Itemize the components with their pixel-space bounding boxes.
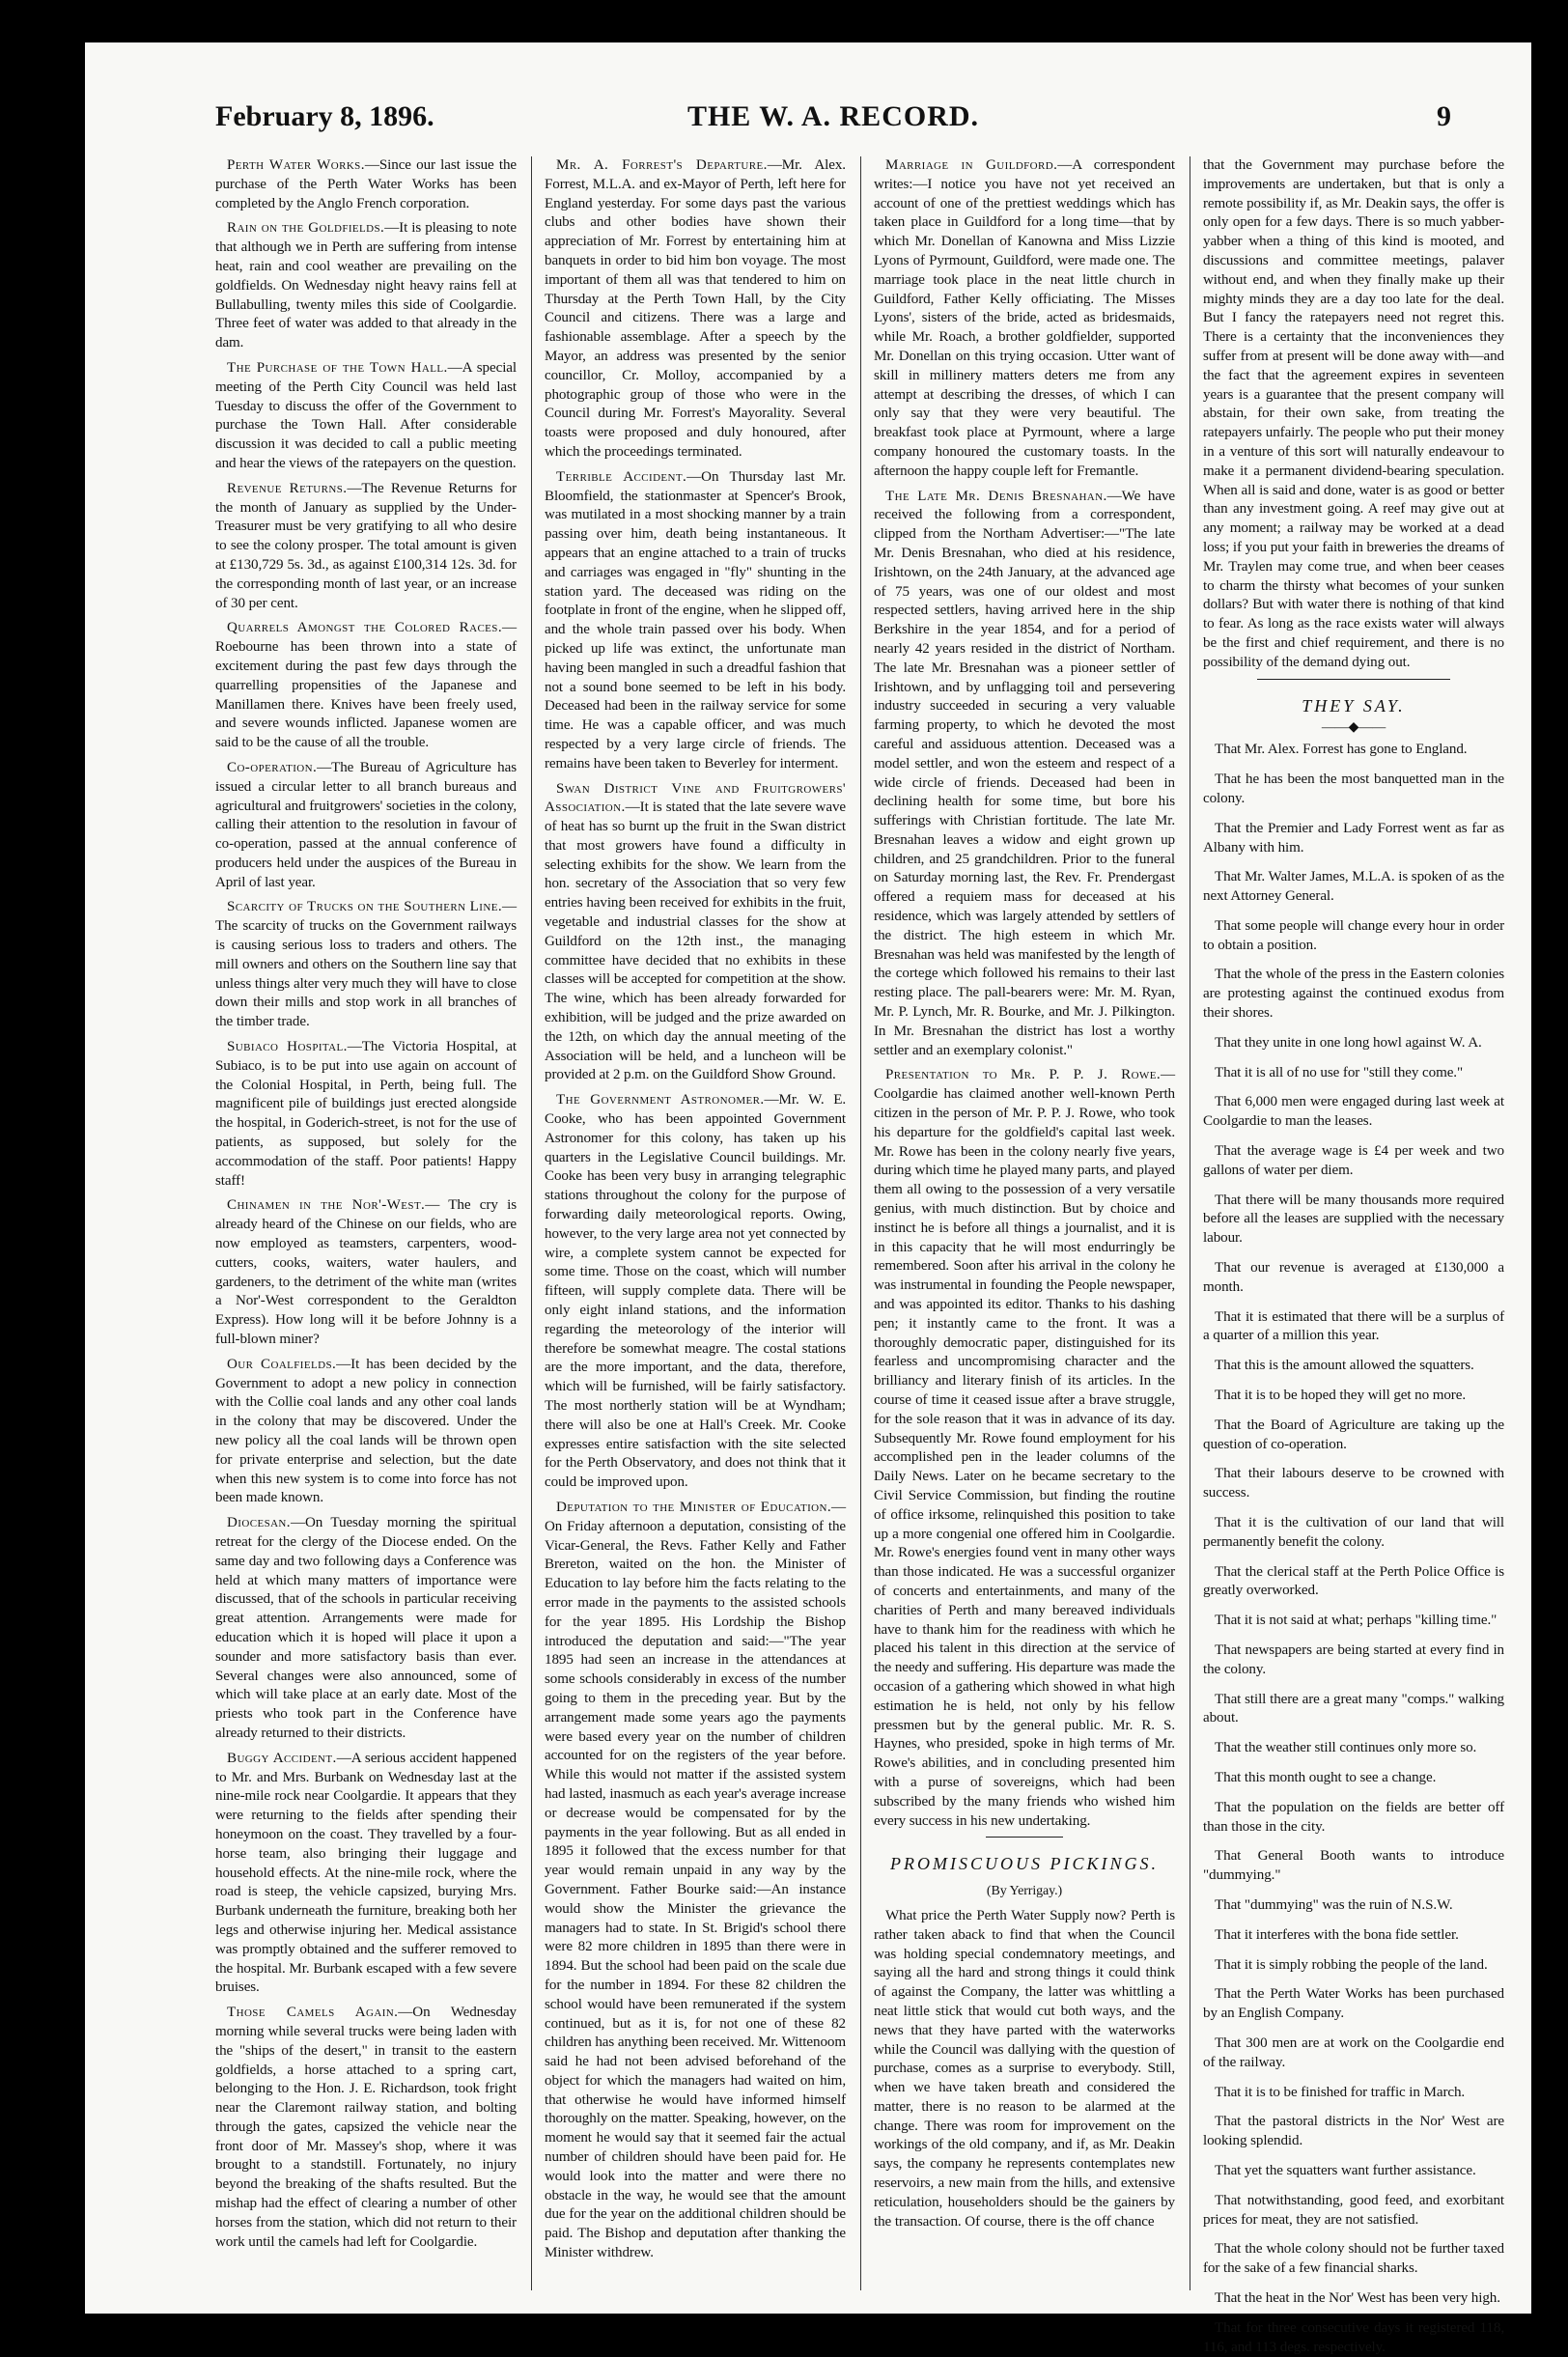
article-body: —The Victoria Hospital, at Subiaco, is to be put into use again on account of the Colonial Hospital, in Perth, being full. The magnificent pile of buildings just erected alongside the hospital, in Goderich-street, is not for the use of patients, as supposed, but solely for the accommodation of the staff. Poor patients! Happy staff! <box>215 1039 518 1189</box>
article-body: —It is pleasing to note that although we in Perth are suffering from intense heat, rain and cool weather are prevailing on the goldfields. On Wednesday night heavy rains fell at Bullabulling, twenty miles this side of Coolgardie. Three feet of water was added to that already in the dam. <box>215 220 517 351</box>
promiscuous-pickings-text: What price the Perth Water Supply now? Perth is rather taken aback to find that when the Council was holding special condemnatory meetings, and saying all the hard and strong things it could think of against the Company, the latter was whittling a neat little stick that would cut both ways, and the news that they have parted with the waterworks while the Council was dallying with the question of purchase, comes as a surprise to everybody. Still, when we have taken breath and considered the matter, there is no reason to be alarmed at the change. There was room for improvement on the workings of the old company, and if, as Mr. Deakin says, the company he represents contemplates new reservoirs, a new main from the hills, and extensive reticulation, householders should be the gainers by the transaction. Of course, there is the off chance <box>874 1907 1175 2230</box>
they-say-list <box>1203 741 1504 2357</box>
column-3-articles <box>874 156 1175 1831</box>
they-say-item: That the Premier and Lady Forrest went as far as Albany with him. <box>1203 820 1504 856</box>
article-heading: The Government Astronomer. <box>556 1092 765 1108</box>
article-paragraph <box>215 2004 517 2252</box>
article-paragraph <box>545 780 846 1086</box>
article-heading: The Purchase of the Town Hall. <box>227 359 448 376</box>
they-say-item: That newspapers are being started at every find in the colony. <box>1203 1642 1504 1677</box>
they-say-item: That their labours deserve to be crowned with success. <box>1203 1466 1504 1501</box>
they-say-item: That the heat in the Nor' West has been very high. <box>1215 2289 1500 2306</box>
they-say-item: That it is estimated that there will be a surplus of a quarter of a million this year. <box>1203 1308 1504 1344</box>
page-header <box>215 100 1451 143</box>
article-body: —A correspondent writes:—I notice you have not yet received an account of one of the prettiest weddings which has taken place in Guildford for a long time—that by which Mr. Donellan of Kanowna and Miss Lizzie Lyons of Pyrmount, Guildford, were made one. The marriage took place in the neat little church in Guildford, Father Kelly officiating. The Misses Lyons', sisters of the bride, acted as bridesmaids, while Mr. Roach, a brother goldfielder, supported Mr. Donellan on this trying occasion. Utter want of skill in millinery matters deters me from any attempt at describing the dresses, of which I can only say that they were very beautiful. The breakfast took place at Pyrmount, where a large company honoured the customary toasts. In the afternoon the happy couple left for Fremantle. <box>874 157 1175 479</box>
article-body: —A special meeting of the Perth City Council was held last Tuesday to discuss the offer of the Government to purchase the Town Hall. After considerable discussion it was decided to call a public meeting and hear the views of the ratepayers on the question. <box>215 359 517 471</box>
promiscuous-pickings-title: PROMISCUOUS PICKINGS. <box>890 1854 1159 1874</box>
article-heading: Co-operation. <box>227 759 318 775</box>
article-heading: Deputation to the Minister of Education. <box>556 1499 831 1515</box>
article-body: —We have received the following from a correspondent, clipped from the Northam Advertiser:—"The late Mr. Denis Bresnahan, who died at his residence, Irishtown, on the 24th January, at the advanced age of 75 years, was one of our oldest and most respected settlers, having arrived here in the ship Berkshire in the year 1854, and for a period of nearly 42 years resided in the district of Northam. The late Mr. Bresnahan was a pioneer settler of Irishtown, and by unflagging toil and persevering industry succeeded in securing a very valuable farming property, to which he devoted the most careful and assiduous attention. Deceased was a model settler, and won the esteem and respect of a wide circle of friends. Deceased had been in declining health for some time, but bore his sufferings with Christian fortitude. The late Mr. Bresnahan leaves a widow and eight grown up children, and 25 grandchildren. Prior to the funeral on Saturday morning last, the Rev. Fr. Prendergast offered a requiem mass for deceased at his residence, which was largely attended by settlers of the district. The high esteem in which Mr. Bresnahan was held was manifested by the length of the cortege which followed his remains to their last resting place. The pall-bearers were: Mr. M. Ryan, Mr. P. Lynch, Mr. R. Bourke, and Mr. J. Pilkington. In Mr. Bresnahan the district has lost a worthy settler and an exemplary colonist." <box>874 488 1175 1058</box>
they-say-item: That he has been the most banquetted man in the colony. <box>1203 772 1504 806</box>
article-heading: Presentation to Mr. P. P. J. Rowe. <box>885 1067 1161 1083</box>
column-rule <box>531 156 532 2290</box>
article-heading: Scarcity of Trucks on the Southern Line. <box>227 899 502 915</box>
article-heading: Rain on the Goldfields. <box>227 220 385 237</box>
article-paragraph <box>874 156 1175 482</box>
article-body: —The scarcity of trucks on the Government railways is causing serious loss to traders and others. The mill owners and others on the Southern line say that unless things alter very much they will have to close down their mills and stop work in all branches of the timber trade. <box>215 899 517 1030</box>
article-heading: Quarrels Amongst the Colored Races. <box>227 620 502 636</box>
they-say-item: That General Booth wants to introduce "dummying." <box>1203 1848 1504 1884</box>
they-say-item: That the whole colony should not be further taxed for the sake of a few financial sharks. <box>1203 2241 1504 2277</box>
article-paragraph <box>215 1514 517 1744</box>
article-paragraph <box>215 359 517 474</box>
they-say-item: That there will be many thousands more required before all the leases are supplied with the necessary labour. <box>1203 1192 1504 1247</box>
they-say-item: That they unite in one long howl against W. A. <box>1215 1034 1482 1051</box>
they-say-item: That the Perth Water Works has been purchased by an English Company. <box>1203 1986 1504 2022</box>
promiscuous-pickings-continued: that the Government may purchase before the improvements are undertaken, but that is only a remote possibility if, as Mr. Deakin says, the offer is only open for a few days. There is so much yabber-yabber when a thing of this kind is mooted, and discussions and committee meetings, palaver without end, and when they finally make up their mighty minds they are a day too late for the deal. But I fancy the ratepayers need not regret this. There is a certainty that the inconveniences they suffer from at present will be done away with—and the fact that the agreement expires in seventeen years is a guarantee that the present company will abstain, for their own sake, from treating the ratepayers unfairly. The people who put their money in a venture of this sort will naturally endeavour to make it a permanent dividend-bearing speculation. When all is said and done, water is as good or better than any investment going. A reef may give out at any moment; a railway may be worked at a dead loss; if you put your faith in breweries the dreams of Mr. Traylen may come true, and when beer ceases to charm the thirsty what becomes of your sunken dollars? But with water there is nothing of that kind to fear. As long as the race exists water will always be the first and chief requirement, and there is no possibility of the demand dying out. <box>1203 157 1504 670</box>
article-paragraph <box>545 156 846 463</box>
article-body: — The cry is already heard of the Chinese on our fields, who are now employed as teamsters, carpenters, wood-cutters, cooks, waiters, water haulers, and gardeners, to the detriment of the white man (writes a Nor'-West correspondent to the Geraldton Express). How long will it be before Johnny is a full-blown miner? <box>215 1197 517 1348</box>
they-say-title: THEY SAY. <box>1302 695 1406 716</box>
article-body: —Mr. Alex. Forrest, M.L.A. and ex-Mayor of Perth, left here for England yesterday. For some days past the various clubs and other bodies have shown their appreciation of Mr. Forrest by entertaining him at banquets in order to bid him bon voyage. The most important of them all was that tendered to him on Thursday at the Perth Town Hall, by the City Council and citizens. There was a large and fashionable assemblage. After a speech by the Mayor, an address was presented by the senior councillor, Cr. Molloy, accompanied by a photographic group of those who were in the Council during Mr. Forrest's Mayorality. Several toasts were proposed and duly honoured, after which the proceedings terminated. <box>545 157 846 460</box>
they-say-item: That it is to be finished for traffic in March. <box>1215 2084 1466 2100</box>
they-say-item: That the average wage is £4 per week and two gallons of water per diem. <box>1203 1143 1504 1178</box>
they-say-item: That the population on the fields are better off than those in the city. <box>1203 1799 1504 1835</box>
article-paragraph <box>215 219 517 353</box>
column-4 <box>1203 156 1504 2355</box>
they-say-item: That the clerical staff at the Perth Police Office is greatly overworked. <box>1203 1563 1504 1599</box>
they-say-item: That the weather still continues only more so. <box>1215 1740 1477 1756</box>
page-number: 9 <box>1437 100 1451 132</box>
ornament-divider: ——◆—— <box>1321 720 1386 736</box>
they-say-item: That it is simply robbing the people of the land. <box>1215 1956 1488 1973</box>
article-paragraph <box>215 898 517 1032</box>
article-paragraph <box>215 1750 517 1998</box>
they-say-item: That still there are a great many "comps." walking about. <box>1203 1691 1504 1726</box>
article-heading: Perth Water Works. <box>227 157 365 173</box>
article-body: —Since our last issue the purchase of the Perth Water Works has been completed by the Anglo French corporation. <box>215 157 518 211</box>
article-heading: The Late Mr. Denis Bresnahan. <box>885 488 1107 504</box>
they-say-item: That "dummying" was the ruin of N.S.W. <box>1215 1896 1453 1913</box>
they-say-item: That it is not said at what; perhaps "killing time." <box>1215 1613 1498 1629</box>
article-paragraph <box>215 1356 517 1508</box>
they-say-item: That it is the cultivation of our land that will permanently benefit the colony. <box>1203 1515 1504 1550</box>
they-say-item: That the whole of the press in the Eastern colonies are protesting against the continued exodus from their shores. <box>1203 967 1504 1022</box>
article-body: —On Thursday last Mr. Bloomfield, the stationmaster at Spencer's Brook, was mutilated in a most shocking manner by a train passing over him, death being instantaneous. It appears that an engine attached to a train of trucks and carriages was engaged in "fly" shunting in the station yard. The deceased was riding on the footplate in front of the engine, when he slipped off, and the whole train passed over his body. When picked up life was extinct, the unfortunate man having been mangled in such a dreadful fashion that not a sound bone seemed to be left in his body. Deceased had been in the railway service for some time. He was a capable officer, and was much respected by a very large circle of friends. The remains have been taken to Beverley for interment. <box>545 468 846 772</box>
column-rule <box>860 156 861 2290</box>
article-heading: Mr. A. Forrest's Departure. <box>556 157 768 173</box>
article-body: —The Bureau of Agriculture has issued a circular letter to all branch bureaus and agricultural and fruitgrowers' societies in the colony, calling their attention to the resolution in favour of co-operation, passed at the annual conference of producers held under the auspices of the Bureau in April of last year. <box>215 759 517 890</box>
article-heading: Swan District Vine and Fruitgrowers' Association. <box>545 780 846 816</box>
article-heading: Buggy Accident. <box>227 1750 337 1766</box>
article-paragraph <box>545 1091 846 1493</box>
they-say-item: That yet the squatters want further assistance. <box>1215 2162 1476 2178</box>
article-paragraph <box>215 759 517 893</box>
issue-date: February 8, 1896. <box>215 100 434 132</box>
they-say-item: That notwithstanding, good feed, and exorbitant prices for meat, they are not satisfied. <box>1203 2192 1504 2228</box>
article-heading: Chinamen in the Nor'-West. <box>227 1197 426 1214</box>
column-3 <box>874 156 1175 2290</box>
they-say-item: That 300 men are at work on the Coolgardie end of the railway. <box>1203 2034 1504 2070</box>
they-say-item: That the pastoral districts in the Nor' West are looking splendid. <box>1203 2114 1504 2149</box>
they-say-item: That it is to be hoped they will get no more. <box>1215 1388 1467 1404</box>
article-paragraph <box>215 1038 517 1191</box>
they-say-item: That it is all of no use for "still they come." <box>1215 1064 1464 1080</box>
they-say-item: That 6,000 men were engaged during last week at Coolgardie to man the leases. <box>1203 1094 1504 1130</box>
they-say-item: That it interferes with the bona fide settler. <box>1215 1926 1459 1943</box>
article-heading: Diocesan. <box>227 1515 291 1531</box>
section-divider <box>1257 679 1450 680</box>
article-body: —On Friday afternoon a deputation, consisting of the Vicar-General, the Revs. Father Kelly and Father Brereton, waited on the hon. the Minister of Education to lay before him the facts relating to the error made in the payments to the assisted schools for the year 1895. His Lordship the Bishop introduced the deputation and said:—"The year 1895 had seen an increase in the attendances at some schools considerably in excess of the number going to them in the preceding year. But by the arrangement made some years ago the payments were based every year on the number of children accounted for on the registers of the year before. While this would not matter if the assisted system had lasted, inasmuch as each year's average increase or decrease would be compensated for by the payments in the year following. But as all ended in 1895 it followed that the excess number for that year would remain unpaid in any way by the Government. Father Bourke said:—An instance would show the Minister the grievance the managers had to state. In St. Brigid's school there were 82 more children in 1895 than there were in 1894. But the school had been paid on the scale due for the number in 1894. For these 82 children the school would have been remunerated if the system continued, but as it is, for not one of these 82 children has anything been received. Mr. Wittenoom said he had not been advised beforehand of the object for which the managers had waited on him, that otherwise he would have informed himself thoroughly on the matter. Speaking, however, on the moment he would say that it seemed fair the actual number of children should have been paid for. He would look into the matter and were there no obstacle in the way, he would see that the amount due for the year on the additional children should be paid. The Bishop and deputation after thanking the Minister withdrew. <box>545 1499 846 2261</box>
article-heading: Subiaco Hospital. <box>227 1039 348 1055</box>
article-paragraph <box>545 468 846 774</box>
article-heading: Marriage in Guildford. <box>885 157 1058 173</box>
they-say-item: That this month ought to see a change. <box>1215 1769 1437 1785</box>
newspaper-page <box>85 42 1531 2355</box>
article-paragraph <box>545 1499 846 2263</box>
article-body: —On Wednesday morning while several trucks were being laden with the "ships of the desert," in transit to the eastern goldfields, a horse attached to a spring cart, belonging to the Hon. J. E. Richardson, took fright near the Claremont railway station, and bolting through the gates, capsized the vehicle near the front door of Mr. Massey's shop, where it was brought to a standstill. Fortunately, no injury beyond the breaking of the shafts resulted. But the mishap had the effect of clearing a number of other horses from the station, which did not return to their work until the camels had left for Coolgardie. <box>215 2005 517 2250</box>
they-say-item: That for three consecutive days it registered 118, 116, and 113 degs. respectively. <box>1203 2319 1504 2355</box>
they-say-item: That our revenue is averaged at £130,000 a month. <box>1203 1260 1504 1295</box>
article-paragraph <box>874 488 1175 1061</box>
promiscuous-pickings-byline: (By Yerrigay.) <box>986 1884 1063 1899</box>
article-body: —The Revenue Returns for the month of January as supplied by the Under-Treasurer must be very gratifying to all who desire to see the colony prosper. The total amount is given at £130,729 5s. 3d., as against £100,314 12s. 3d. for the corresponding month of last year, or an increase of 30 per cent. <box>215 480 518 611</box>
article-heading: Terrible Accident. <box>556 468 687 485</box>
article-heading: Our Coalfields. <box>227 1356 337 1372</box>
article-body: —It has been decided by the Government to adopt a new policy in connection with the Collie coal lands and any other coal lands in the colony that may be discovered. Under the new policy all the coal lands will be thrown open for private enterprise and selection, but the date when this new system is to come into force has not been made known. <box>215 1356 518 1506</box>
they-say-item: That some people will change every hour in order to obtain a position. <box>1203 917 1504 953</box>
article-paragraph <box>215 480 517 614</box>
masthead-title: THE W. A. RECORD. <box>686 100 980 132</box>
article-body: —Coolgardie has claimed another well-known Perth citizen in the person of Mr. P. P. J. Rowe, who took his departure for the goldfield's capital last week. Mr. Rowe has been in the colony nearly five years, during which time he played many parts, and played them all owing to the possession of a very versatile genius, with much distinction. But by choice and instinct he is before all things a journalist, and it is in this capacity that he will most endurringly be remembered. Soon after his arrival in the colony he was instrumental in founding the People newspaper, and was appointed its editor. Thanks to his dashing pen; it instantly came to the front. It was a thoroughly democratic paper, distinguished for its fearless and uncompromising character and the brilliancy and literary finish of its articles. In the course of time it ceased issue after a brave struggle, for the sole reason that it was in advance of its day. Subsequently Mr. Rowe found employment for his accomplished pen in the leader columns of the Daily News. Later on he became secretary to the Civil Service Commission, but finding the routine of office irksome, relinquished this position to take up a more congenial one offered him in Coolgardie. Mr. Rowe's energies found vent in many other ways than those indicated. He was a successful organizer of concerts and entertainments, and many of the charities of Perth and many bereaved individuals have to thank him for the readiness with which he placed his talent in this direction at the service of the needy and suffering. His departure was made the occasion of a gathering which showed in what high estimation he is held, not only by his fellow pressmen but by the general public. Mr. R. S. Haynes, who presided, spoke in high terms of Mr. Rowe's abilities, and in concluding presented him with a purse of sovereigns, which had been subscribed by the many friends who wished him every success in his new undertaking. <box>874 1067 1175 1829</box>
article-paragraph <box>874 1066 1175 1831</box>
section-divider <box>986 1837 1063 1838</box>
article-body: —A serious accident happened to Mr. and Mrs. Burbank on Wednesday last at the nine-mile rock near Coolgardie. It appears that they were returning to the fields after spending their honeymoon on the coast. They travelled by a four-horse team, also bringing their luggage and household effects. At the nine-mile rock, where the road is steep, the vehicle capsized, burying Mrs. Burbank underneath the furniture, breaking both her legs and otherwise injuring her. Medical assistance was promptly obtained and the sufferer removed to the hospital. Mr. Burbank escaped with a few severe bruises. <box>215 1750 517 1996</box>
article-paragraph <box>215 156 517 213</box>
column-2 <box>545 156 846 2290</box>
column-1 <box>215 156 517 2290</box>
article-paragraph <box>215 619 517 753</box>
article-body: —Roebourne has been thrown into a state of excitement during the past few days through the quarrelling propensities of the Japanese and Manillamen there. Knives have been freely used, and severe wounds inflicted. Japanese women are said to be the cause of all the trouble. <box>215 620 517 751</box>
article-body: —On Tuesday morning the spiritual retreat for the clergy of the Diocese ended. On the same day and two following days a Conference was held at which many matters of importance were discussed, that of the schools in particular receiving great attention. Arrangements were made for education which it is hoped will place it upon a sounder and more satisfactory basis than ever. Several changes were also announced, some of which will take place at an early date. Most of the priests who took part in the Conference have already returned to their districts. <box>215 1515 517 1741</box>
article-body: —Mr. W. E. Cooke, who has been appointed Government Astronomer for this colony, has taken up his quarters in the Legislative Council buildings. Mr. Cooke has been very busy in arranging telegraphic stations throughout the colony for the purpose of forwarding daily meteorological reports. Owing, however, to the very large area not yet connected by wire, a complete system cannot be expected for some time. Those on the coast, which will number fifteen, will supply complete data. There will be only eight inland stations, and the information regarding the meteorology of the interior will therefore be somewhat meagre. The costal stations are the more important, and the data, therefore, which will be furnished, will be fairly satisfactory. The most northerly station will be at Wyndham; there will also be one at Hall's Creek. Mr. Cooke expresses entire satisfaction with the site selected for the Perth Observatory, and does not think that it could be improved upon. <box>545 1092 846 1491</box>
article-body: —It is stated that the late severe wave of heat has so burnt up the fruit in the Swan district that most growers have found a difficulty in selecting exhibits for the show. We learn from the hon. secretary of the Association that so very few entries having been received for exhibits in the fruit, vegetable and industrial classes for the show at Guildford on the 12th inst., the managing committee have decided that no exhibits in these classes will be accepted for competition at the show. The wine, which has been already forwarded for exhibition, will be judged and the prize awarded on the 12th, on which day the annual meeting of the Association will be held, and a luncheon will be provided at 2 p.m. on the Guildford Show Ground. <box>545 800 846 1083</box>
article-paragraph <box>215 1196 517 1349</box>
they-say-item: That Mr. Walter James, M.L.A. is spoken of as the next Attorney General. <box>1203 869 1504 905</box>
article-heading: Those Camels Again. <box>227 2005 399 2021</box>
they-say-item: That this is the amount allowed the squatters. <box>1215 1358 1474 1374</box>
they-say-item: That the Board of Agriculture are taking up the question of co-operation. <box>1203 1417 1504 1452</box>
article-heading: Revenue Returns. <box>227 480 348 496</box>
they-say-item: That Mr. Alex. Forrest has gone to England. <box>1215 742 1468 758</box>
